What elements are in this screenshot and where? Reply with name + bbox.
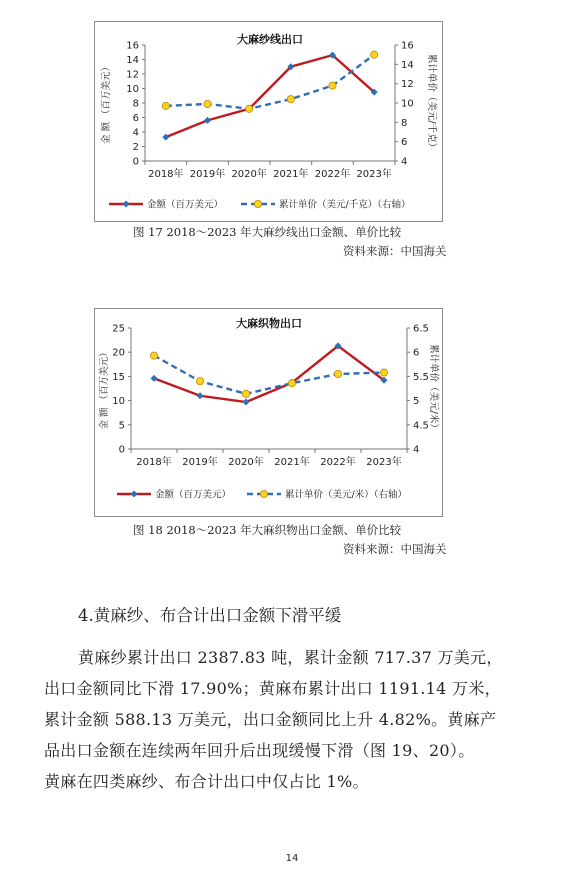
chart-yarn-export <box>94 21 443 222</box>
data-point-amount <box>151 375 158 382</box>
legend-swatch-amount-marker <box>131 491 138 498</box>
legend-label-price: 累计单价（美元/千克）（右轴） <box>279 199 411 211</box>
x-tick-label: 2020年 <box>228 457 264 468</box>
figure-18-caption: 图 18 2018～2023 年大麻织物出口金额、单价比较 <box>133 523 402 537</box>
series-line-amount <box>166 55 374 137</box>
y-tick-label-left: 8 <box>132 98 139 110</box>
y-tick-label-left: 10 <box>126 84 139 95</box>
y-tick-label-left: 12 <box>126 69 139 81</box>
y-tick-label-left: 4 <box>132 127 139 139</box>
data-point-unit-price <box>204 100 211 107</box>
y-axis-label-left: 金 额 （百万美元） <box>101 61 112 145</box>
data-point-unit-price <box>329 82 336 89</box>
y-tick-label-right: 8 <box>401 117 408 129</box>
paragraph-line-2: 出口金额同比下滑 17.90%；黄麻布累计出口 1191.14 万米， <box>44 679 501 698</box>
section-heading: 4.黄麻纱、布合计出口金额下滑平缓 <box>78 606 342 625</box>
y-tick-label-right: 6 <box>413 347 420 359</box>
y-tick-label-right: 5.5 <box>413 371 429 383</box>
x-tick-label: 2023年 <box>366 457 402 468</box>
data-point-amount <box>162 134 169 141</box>
y-tick-label-left: 0 <box>118 444 125 456</box>
y-axis-label-right: 累计单价（美元/千克） <box>426 53 437 153</box>
y-tick-label-right: 10 <box>401 98 414 110</box>
data-point-unit-price <box>288 380 295 387</box>
figure-18-source: 资料来源：中国海关 <box>343 542 447 556</box>
y-axis-label-left: 金 额 （百万美元） <box>99 347 110 430</box>
y-tick-label-left: 2 <box>132 142 139 153</box>
y-tick-label-right: 6.5 <box>413 323 429 335</box>
x-tick-label: 2019年 <box>189 169 226 180</box>
legend-swatch-price-marker <box>260 490 267 497</box>
paragraph-line-3: 累计金额 588.13 万美元，出口金额同比上升 4.82%。黄麻产 <box>44 710 497 729</box>
y-tick-label-left: 15 <box>112 371 125 383</box>
data-point-unit-price <box>371 51 378 58</box>
y-tick-label-left: 16 <box>126 40 139 52</box>
paragraph-line-1: 黄麻纱累计出口 2387.83 吨，累计金额 717.37 万美元， <box>78 648 503 667</box>
y-tick-label-left: 20 <box>112 347 125 359</box>
legend-label-amount: 金额（百万美元） <box>147 199 224 211</box>
x-tick-label: 2018年 <box>148 169 184 180</box>
series-line-unit-price <box>154 356 384 394</box>
y-tick-label-right: 14 <box>401 59 414 71</box>
chart-title: 大麻织物出口 <box>236 317 302 330</box>
data-point-amount <box>204 117 211 124</box>
y-tick-label-right: 4 <box>413 444 420 456</box>
data-point-unit-price <box>334 370 341 377</box>
data-point-unit-price <box>246 105 253 112</box>
y-tick-label-right: 16 <box>401 40 414 52</box>
legend-label-amount: 金额（百万美元） <box>155 489 232 501</box>
y-tick-label-right: 6 <box>401 137 408 149</box>
data-point-unit-price <box>242 390 249 397</box>
legend-swatch-amount-marker <box>123 201 130 208</box>
y-tick-label-left: 14 <box>126 55 139 66</box>
chart-title: 大麻纱线出口 <box>237 33 303 46</box>
data-point-unit-price <box>150 352 157 359</box>
y-tick-label-left: 0 <box>132 156 139 168</box>
chart-fabric-export <box>94 308 443 517</box>
x-tick-label: 2018年 <box>136 457 172 468</box>
data-point-unit-price <box>287 96 294 103</box>
data-point-unit-price <box>380 369 387 376</box>
x-tick-label: 2022年 <box>320 457 356 468</box>
y-axis-label-right: 累计单价（美元/米） <box>428 344 439 433</box>
data-point-amount <box>197 392 204 399</box>
chart-yarn-svg <box>95 22 442 221</box>
y-tick-label-left: 6 <box>132 113 139 124</box>
legend-label-price: 累计单价（美元/米）（右轴） <box>285 489 407 501</box>
x-tick-label: 2022年 <box>314 169 351 180</box>
y-tick-label-left: 10 <box>112 396 125 408</box>
y-tick-label-left: 5 <box>118 420 125 432</box>
legend-swatch-price-marker <box>254 200 261 207</box>
data-point-amount <box>243 399 250 406</box>
y-tick-label-right: 4.5 <box>413 420 429 432</box>
series-line-unit-price <box>166 55 374 109</box>
data-point-unit-price <box>196 378 203 385</box>
x-tick-label: 2020年 <box>231 169 267 180</box>
x-tick-label: 2023年 <box>356 169 392 180</box>
y-tick-label-left: 25 <box>112 323 125 335</box>
page-number: 14 <box>285 853 299 864</box>
paragraph-line-5: 黄麻在四类麻纱、布合计出口中仅占比 1%。 <box>44 772 369 791</box>
x-tick-label: 2021年 <box>274 457 310 468</box>
x-tick-label: 2021年 <box>273 169 309 180</box>
y-tick-label-right: 4 <box>401 156 408 168</box>
paragraph-line-4: 品出口金额在连续两年回升后出现缓慢下滑（图 19、20）。 <box>44 741 475 760</box>
chart-fabric-svg <box>95 309 442 516</box>
y-tick-label-right: 12 <box>401 79 414 91</box>
figure-17-caption: 图 17 2018～2023 年大麻纱线出口金额、单价比较 <box>133 225 402 239</box>
data-point-unit-price <box>162 102 169 109</box>
figure-17-source: 资料来源：中国海关 <box>343 244 447 258</box>
x-tick-label: 2019年 <box>182 457 218 468</box>
y-tick-label-right: 5 <box>413 396 420 408</box>
